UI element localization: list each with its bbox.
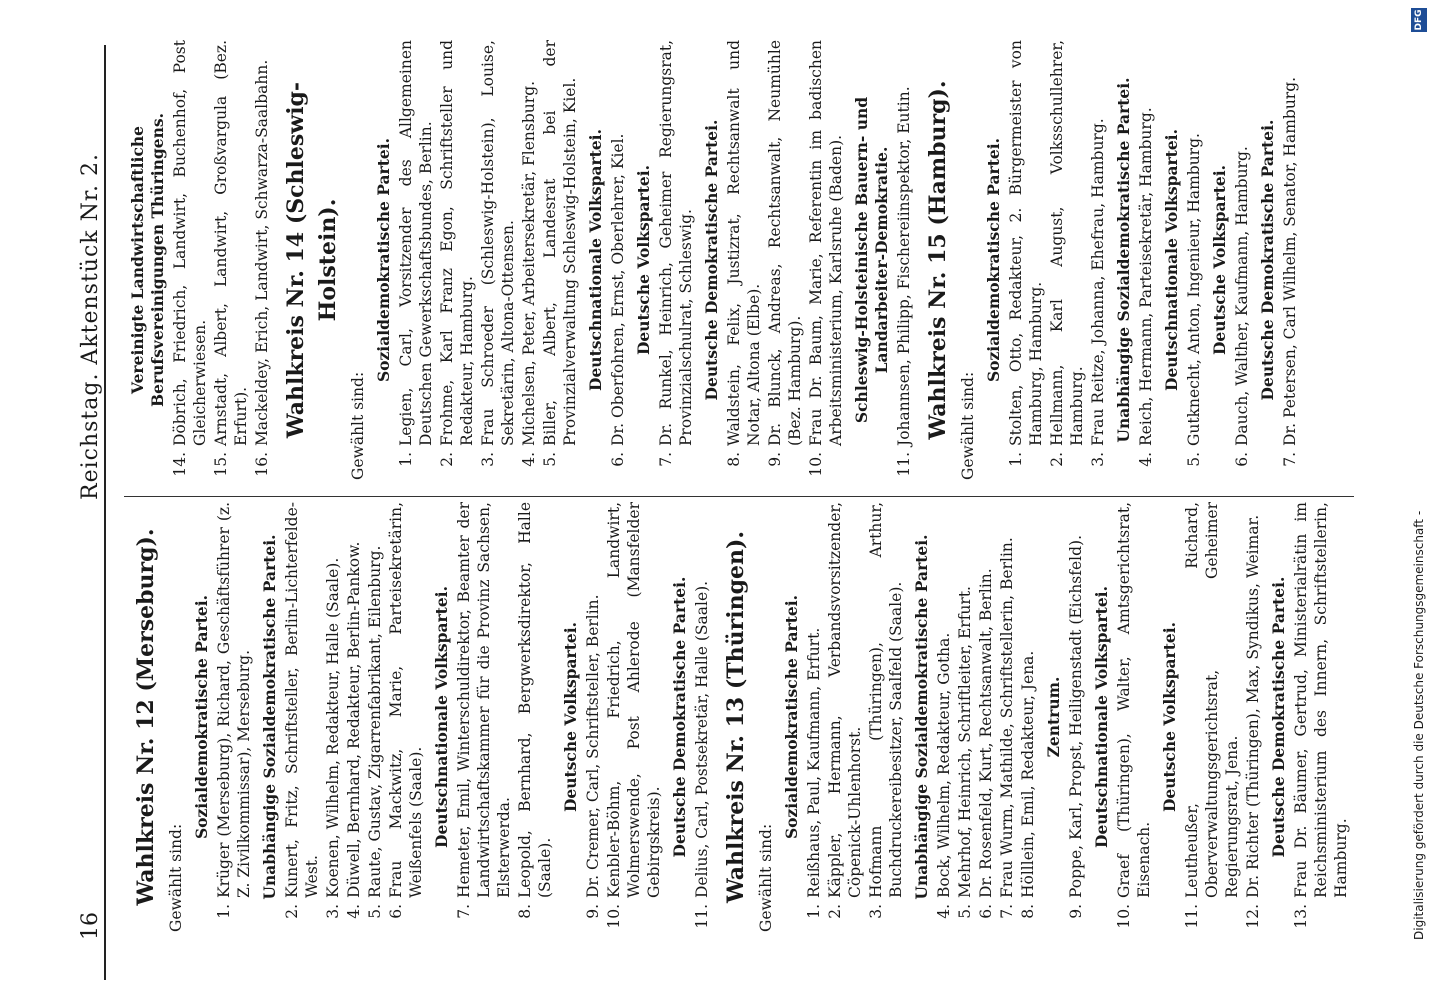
member-entry bbox=[1243, 502, 1263, 932]
party-heading: Deutsche Demokratische Partei. bbox=[702, 119, 721, 401]
entry-text: Delius, Carl, Postsekretär, Halle (Saale). bbox=[693, 580, 711, 898]
entry-text: Kunert, Fritz, Schriftsteller, Berlin-Lichterfelde-West. bbox=[283, 502, 321, 898]
entry-text: Leopold, Bernhard, Bergwerksdirektor, Halle (Saale). bbox=[516, 502, 554, 898]
member-entry bbox=[806, 40, 846, 480]
member-entry bbox=[1114, 502, 1154, 932]
entry-text: Dr. Petersen, Carl Wilhelm, Senator, Hamburg. bbox=[1281, 76, 1299, 446]
funding-note: Digitalisierung gefördert durch die Deutsche Forschungsgemeinschaft - bbox=[1412, 510, 1426, 940]
entry-text: Leutheußer, Richard, Oberverwaltungsgerichtsrat, Geheimer Regierungsrat, Jena. bbox=[1183, 502, 1241, 898]
party-heading: Deutsche Demokratische Partei. bbox=[1269, 576, 1288, 858]
entry-number: 2. bbox=[283, 904, 301, 919]
party-heading: Deutschnationale Volkspartei. bbox=[1162, 129, 1181, 391]
party-heading: Vereinigte Landwirtschaftliche Berufsvereinigungen Thüringens. bbox=[128, 113, 167, 407]
member-entry bbox=[583, 502, 603, 932]
member-entry bbox=[515, 502, 555, 932]
entry-number: 6. bbox=[1233, 452, 1251, 467]
entry-text: Frau Dr. Bäumer, Gertrud, Ministerialrätin im Reichsministerium des Innern, Schriftstellerin, Hamburg. bbox=[1292, 502, 1350, 898]
party-heading: Deutsche Volkspartei. bbox=[634, 164, 653, 356]
party-heading: Zentrum. bbox=[1044, 676, 1063, 758]
member-entry bbox=[540, 40, 580, 480]
party-heading: Deutsche Demokratische Partei. bbox=[1258, 119, 1277, 401]
member-entry bbox=[1047, 40, 1087, 480]
entry-number: 3. bbox=[867, 904, 885, 919]
member-entry bbox=[804, 502, 824, 932]
entry-text: Kenbler-Böhm, Friedrich, Landwirt, Wolmerswende, Post Ahlerode (Mansfelder Gebirgskreis). bbox=[605, 502, 663, 898]
entry-number: 1. bbox=[805, 904, 823, 919]
party-heading: Sozialdemokratische Partei. bbox=[782, 594, 801, 840]
member-entry bbox=[519, 40, 539, 480]
entry-text: Dr. Cremer, Carl, Schriftsteller, Berlin. bbox=[584, 594, 602, 898]
member-entry bbox=[1018, 502, 1038, 932]
entry-number: 5. bbox=[366, 904, 384, 919]
dfg-logo: DFG bbox=[1411, 8, 1427, 32]
entry-text: Krüger (Merseburg), Richard, Geschäftsführer (z. Z. Zivilkommissar), Merseburg. bbox=[215, 502, 253, 898]
entry-number: 11. bbox=[895, 452, 913, 477]
entry-number: 13. bbox=[1292, 904, 1310, 929]
district-heading: Wahlkreis Nr. 15 (Hamburg). bbox=[925, 80, 951, 440]
entry-number: 7. bbox=[998, 904, 1016, 919]
entry-text: Dr. Runkel, Heinrich, Geheimer Regierungsrat, Provinzialschulrat, Schleswig. bbox=[657, 40, 695, 446]
entry-number: 2. bbox=[1048, 452, 1066, 467]
elected-label: Gewählt sind: bbox=[167, 823, 185, 932]
party-heading: Deutsche Volkspartei. bbox=[561, 621, 580, 813]
party-heading: Sozialdemokratische Partei. bbox=[374, 137, 393, 383]
entry-number: 4. bbox=[345, 904, 363, 919]
district-heading: Wahlkreis Nr. 13 (Thüringen). bbox=[723, 530, 749, 904]
member-entry bbox=[934, 502, 954, 932]
entry-number: 2. bbox=[826, 904, 844, 919]
entry-text: Michelsen, Peter, Arbeitersekretär, Flensburg. bbox=[520, 80, 538, 446]
header-rule bbox=[104, 45, 106, 980]
entry-number: 11. bbox=[1183, 904, 1201, 929]
entry-number: 4. bbox=[1137, 452, 1155, 467]
member-entry bbox=[724, 40, 764, 480]
member-entry bbox=[656, 40, 696, 480]
entry-number: 4. bbox=[520, 452, 538, 467]
member-entry bbox=[454, 502, 514, 932]
entry-number: 3. bbox=[479, 452, 497, 467]
entry-number: 10. bbox=[807, 452, 825, 477]
entry-text: Frau Wurm, Mathilde, Schriftstellerin, Berlin. bbox=[998, 537, 1016, 898]
member-entry bbox=[396, 40, 436, 480]
party-heading: Sozialdemokratische Partei. bbox=[984, 137, 1003, 383]
party-heading: Schleswig-Holsteinische Bauern- und Landarbeiter-Demokratie. bbox=[852, 96, 891, 424]
entry-number: 6. bbox=[387, 904, 405, 919]
entry-number: 5. bbox=[541, 452, 559, 467]
entry-number: 5. bbox=[1185, 452, 1203, 467]
entry-text: Waldstein, Felix, Justizrat, Rechtsanwalt und Notar, Altona (Elbe). bbox=[725, 40, 763, 446]
entry-number: 14. bbox=[171, 452, 189, 477]
entry-number: 2. bbox=[438, 452, 456, 467]
entry-text: Reißhaus, Paul, Kaufmann, Erfurt. bbox=[805, 627, 823, 898]
entry-text: Legien, Carl, Vorsitzender des Allgemeinen Deutschen Gewerkschaftsbundes, Berlin. bbox=[397, 40, 435, 446]
entry-text: Dauch, Walther, Kaufmann, Hamburg. bbox=[1233, 146, 1251, 446]
entry-number: 10. bbox=[1115, 904, 1133, 929]
member-entry bbox=[1232, 40, 1252, 480]
party-heading: Deutschnationale Volkspartei. bbox=[1092, 586, 1111, 848]
entry-text: Mackeldey, Erich, Landwirt, Schwarza-Saalbahn. bbox=[253, 59, 271, 446]
entry-number: 3. bbox=[1089, 452, 1107, 467]
entry-text: Hemeter, Emil, Winterschuldirektor, Beamter der Landwirtschaftskammer für die Provinz Sachsen, Elsterwerda. bbox=[455, 502, 513, 898]
entry-number: 9. bbox=[584, 904, 602, 919]
entry-number: 9. bbox=[766, 452, 784, 467]
entry-text: Dr. Rosenfeld, Kurt, Rechtsanwalt, Berlin. bbox=[977, 568, 995, 898]
entry-text: Frau Reitze, Johanna, Ehefrau, Hamburg. bbox=[1089, 118, 1107, 446]
entry-number: 15. bbox=[212, 452, 230, 477]
entry-number: 9. bbox=[1067, 904, 1085, 919]
entry-number: 16. bbox=[253, 452, 271, 477]
member-entry bbox=[604, 502, 664, 932]
page-header bbox=[0, 0, 120, 1000]
column-divider bbox=[124, 496, 1354, 497]
member-entry bbox=[386, 502, 426, 932]
entry-text: Döbrich, Friedrich, Landwirt, Buchenhof, Post Gleicherwiesen. bbox=[171, 40, 209, 446]
entry-text: Gutknecht, Anton, Ingenieur, Hamburg. bbox=[1185, 133, 1203, 446]
member-entry bbox=[252, 40, 272, 480]
entry-number: 1. bbox=[397, 452, 415, 467]
right-column bbox=[122, 40, 1352, 480]
entry-text: Stolten, Otto, Redakteur, 2. Bürgermeister von Hamburg, Hamburg. bbox=[1007, 40, 1045, 446]
entry-text: Bock, Wilhelm, Redakteur, Gotha. bbox=[935, 632, 953, 898]
member-entry bbox=[214, 502, 254, 932]
entry-text: Frau Mackwitz, Marie, Parteisekretärin, Weißenfels (Saale). bbox=[387, 502, 425, 898]
member-entry bbox=[894, 40, 914, 480]
member-entry bbox=[1280, 40, 1300, 480]
party-heading: Deutsche Demokratische Partei. bbox=[670, 576, 689, 858]
entry-number: 11. bbox=[693, 904, 711, 929]
entry-text: Dr. Oberfohren, Ernst, Oberlehrer, Kiel. bbox=[609, 133, 627, 446]
entry-text: Poppe, Karl, Propst, Heiligenstadt (Eichsfeld). bbox=[1067, 534, 1085, 898]
entry-text: Johannsen, Philipp, Fischereiinspektor, Eutin. bbox=[895, 86, 913, 446]
member-entry bbox=[1066, 502, 1086, 932]
member-entry bbox=[955, 502, 975, 932]
left-column bbox=[122, 502, 1352, 932]
party-heading: Unabhängige Sozialdemokratische Partei. bbox=[912, 534, 931, 900]
member-entry bbox=[323, 502, 343, 932]
entry-text: Arnstadt, Albert, Landwirt, Großvargula (Bez. Erfurt). bbox=[212, 40, 250, 446]
entry-text: Mehrhof, Heinrich, Schriftleiter, Erfurt. bbox=[956, 586, 974, 898]
member-entry bbox=[478, 40, 518, 480]
district-heading: Wahlkreis Nr. 14 (Schleswig-Holstein). bbox=[283, 81, 341, 439]
member-entry bbox=[344, 502, 364, 932]
entry-number: 4. bbox=[935, 904, 953, 919]
entry-number: 1. bbox=[215, 904, 233, 919]
party-heading: Unabhängige Sozialdemokratische Partei. bbox=[260, 534, 279, 900]
member-entry bbox=[1006, 40, 1046, 480]
member-entry bbox=[866, 502, 906, 932]
elected-label: Gewählt sind: bbox=[757, 823, 775, 932]
page-number: 16 bbox=[78, 912, 103, 940]
digitization-note bbox=[1408, 0, 1430, 1000]
entry-text: Dr. Blunck, Andreas, Rechtsanwalt, Neumühle (Bez. Hamburg). bbox=[766, 40, 804, 446]
entry-number: 1. bbox=[1007, 452, 1025, 467]
member-entry bbox=[282, 502, 322, 932]
member-entry bbox=[825, 502, 865, 932]
entry-number: 8. bbox=[725, 452, 743, 467]
member-entry bbox=[976, 502, 996, 932]
party-heading: Sozialdemokratische Partei. bbox=[192, 594, 211, 840]
entry-number: 8. bbox=[516, 904, 534, 919]
entry-number: 7. bbox=[657, 452, 675, 467]
entry-text: Koenen, Wilhelm, Redakteur, Halle (Saale). bbox=[324, 557, 342, 898]
entry-text: Graef (Thüringen), Walter, Amtsgerichtsrat, Eisenach. bbox=[1115, 502, 1153, 898]
member-entry bbox=[1136, 40, 1156, 480]
elected-label: Gewählt sind: bbox=[349, 371, 367, 480]
entry-text: Frau Dr. Baum, Marie, Referentin im badischen Arbeitsministerium, Karlsruhe (Baden). bbox=[807, 40, 845, 446]
district-heading: Wahlkreis Nr. 12 (Merseburg). bbox=[133, 528, 159, 906]
entry-number: 8. bbox=[1019, 904, 1037, 919]
entry-text: Hellmann, Karl August, Volksschullehrer, Hamburg. bbox=[1048, 40, 1086, 446]
member-entry bbox=[437, 40, 477, 480]
party-heading: Unabhängige Sozialdemokratische Partei. bbox=[1114, 77, 1133, 443]
member-entry bbox=[692, 502, 712, 932]
entry-number: 7. bbox=[1281, 452, 1299, 467]
party-heading: Deutschnationale Volkspartei. bbox=[586, 129, 605, 391]
member-entry bbox=[170, 40, 210, 480]
member-entry bbox=[1088, 40, 1108, 480]
entry-text: Hofmann (Thüringen), Arthur, Buchdruckereibesitzer, Saalfeld (Saale). bbox=[867, 502, 905, 898]
entry-text: Dr. Richter (Thüringen), Max, Syndikus, Weimar. bbox=[1244, 514, 1262, 898]
member-entry bbox=[211, 40, 251, 480]
entry-text: Frohme, Karl Franz Egon, Schriftsteller und Redakteur, Hamburg. bbox=[438, 40, 476, 446]
member-entry bbox=[1182, 502, 1242, 932]
elected-label: Gewählt sind: bbox=[959, 371, 977, 480]
party-heading: Deutsche Volkspartei. bbox=[1160, 621, 1179, 813]
entry-number: 6. bbox=[977, 904, 995, 919]
member-entry bbox=[1184, 40, 1204, 480]
party-heading: Deutsche Volkspartei. bbox=[1210, 164, 1229, 356]
member-entry bbox=[608, 40, 628, 480]
entry-text: Reich, Hermann, Parteisekretär, Hamburg. bbox=[1137, 107, 1155, 446]
entry-text: Hölllein, Emil, Redakteur, Jena. bbox=[1019, 650, 1037, 898]
party-heading: Deutschnationale Volkspartei. bbox=[432, 586, 451, 848]
entry-text: Biller, Albert, Landesrat bei der Provinzialverwaltung Schleswig-Holstein, Kiel. bbox=[541, 40, 579, 446]
running-title: Reichstag. Aktenstück Nr. 2. bbox=[78, 153, 103, 500]
entry-number: 3. bbox=[324, 904, 342, 919]
entry-number: 5. bbox=[956, 904, 974, 919]
entry-number: 6. bbox=[609, 452, 627, 467]
member-entry bbox=[997, 502, 1017, 932]
entry-text: Frau Schroeder (Schleswig-Holstein), Louise, Sekretärin, Altona-Ottensen. bbox=[479, 40, 517, 446]
entry-text: Düwell, Bernhard, Redakteur, Berlin-Pankow. bbox=[345, 541, 363, 898]
member-entry bbox=[1291, 502, 1351, 932]
entry-text: Raute, Gustav, Zigarrenfabrikant, Eilenburg. bbox=[366, 545, 384, 898]
entry-number: 12. bbox=[1244, 904, 1262, 929]
entry-number: 10. bbox=[605, 904, 623, 929]
entry-text: Käppler, Hermann, Verbandsvorsitzender, Cöpenick-Uhlenhorst. bbox=[826, 502, 864, 898]
member-entry bbox=[365, 502, 385, 932]
entry-number: 7. bbox=[455, 904, 473, 919]
member-entry bbox=[765, 40, 805, 480]
